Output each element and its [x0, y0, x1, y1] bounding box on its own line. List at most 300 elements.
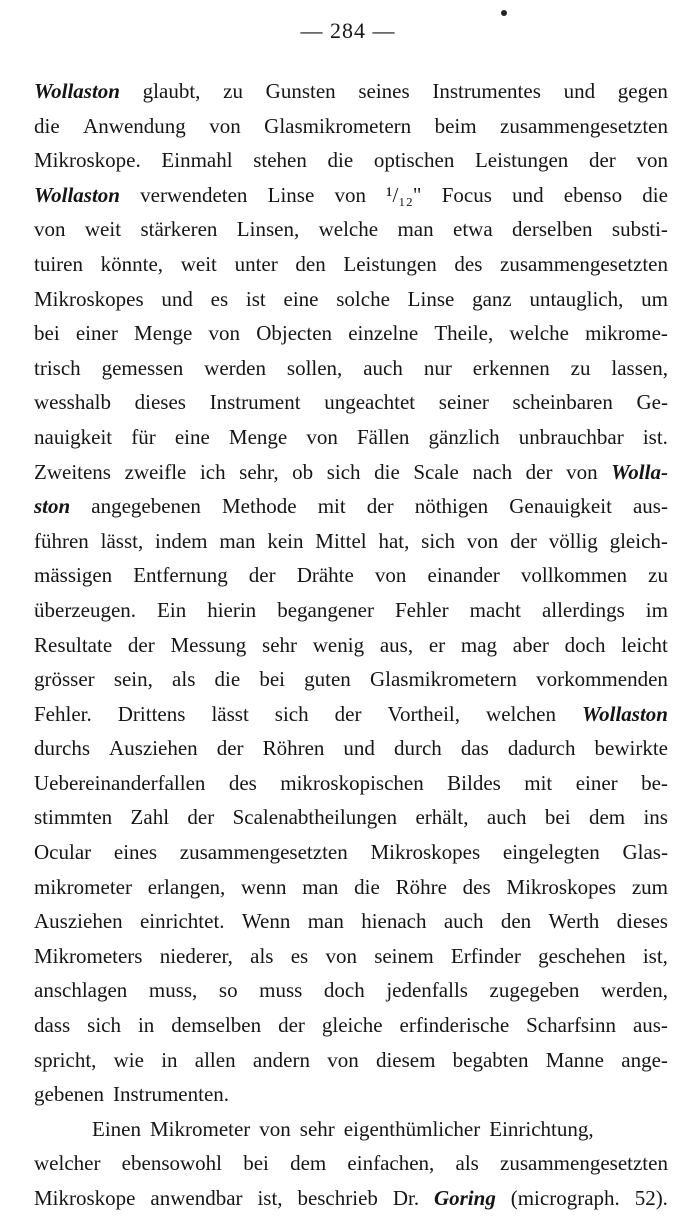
- word: ungeachtet: [324, 390, 416, 415]
- text-line: [34, 1008, 668, 1043]
- word: Uebereinanderfallen: [34, 770, 206, 795]
- word: der: [187, 805, 215, 830]
- text-line: [34, 939, 668, 974]
- word: seiner: [438, 390, 489, 415]
- word: von: [327, 1047, 359, 1072]
- word: in: [137, 1013, 155, 1038]
- word: lässt,: [100, 528, 144, 553]
- word: man: [307, 909, 344, 934]
- word: beim: [434, 113, 477, 138]
- word: man: [397, 217, 434, 242]
- word: völlig: [548, 528, 598, 553]
- word: angegebenen: [91, 494, 201, 519]
- text-line: [34, 1181, 668, 1216]
- word: der: [510, 528, 537, 553]
- word: Glas-: [622, 840, 668, 865]
- text-line: [34, 870, 668, 905]
- word: von: [374, 563, 407, 588]
- word: der: [127, 632, 155, 657]
- word: er: [428, 632, 446, 657]
- text-line: [34, 109, 668, 144]
- word: es: [290, 943, 309, 968]
- word: Zweitens: [34, 459, 111, 484]
- word: lassen,: [611, 355, 668, 380]
- word: mikrome-: [585, 321, 668, 346]
- italic-word: Goring: [433, 1186, 496, 1210]
- word: optischen: [373, 148, 455, 173]
- word: Vortheil,: [387, 701, 461, 726]
- word: stimmten: [34, 805, 113, 830]
- word: in: [161, 1047, 178, 1072]
- word: der: [588, 148, 616, 173]
- word: durchs: [34, 736, 90, 761]
- word: der: [334, 701, 362, 726]
- word: ebenso: [563, 182, 623, 207]
- text-line: [34, 178, 668, 213]
- text-line: [34, 697, 668, 732]
- word: zum: [631, 874, 668, 899]
- word: Entfernung: [133, 563, 228, 588]
- word: aber: [512, 632, 549, 657]
- word: aus-: [632, 494, 668, 519]
- word: guten: [304, 667, 351, 692]
- word: einzelne: [348, 321, 419, 346]
- word: ist,: [642, 943, 668, 968]
- word: 52).: [634, 1186, 668, 1210]
- italic-word: Wollaston: [34, 182, 120, 207]
- word: seines: [358, 79, 410, 103]
- text-line: [34, 835, 668, 870]
- word: des: [462, 874, 491, 899]
- word: erhält,: [415, 805, 469, 830]
- word: als: [250, 943, 274, 968]
- text-line: [34, 593, 668, 628]
- word: für: [131, 424, 156, 449]
- word: doch: [323, 978, 365, 1003]
- word: die: [214, 667, 241, 692]
- word: eine: [283, 286, 319, 311]
- word: einer: [575, 770, 618, 795]
- word: sehr,: [239, 459, 279, 484]
- word: Mikroskopes: [34, 286, 144, 311]
- word: Mikroskope.: [34, 148, 141, 173]
- word: bei: [544, 805, 571, 830]
- word: ob: [292, 459, 314, 484]
- word: überzeugen.: [34, 597, 137, 622]
- word: tuiren: [34, 251, 83, 276]
- word: muss,: [148, 978, 198, 1003]
- word: sein,: [113, 667, 153, 692]
- word: Instrumentes: [432, 79, 541, 103]
- word: als: [172, 667, 196, 692]
- text-line: [34, 628, 668, 663]
- word: Mittel: [315, 528, 367, 553]
- word: als: [455, 1151, 479, 1176]
- word: dieses: [134, 390, 186, 415]
- word: weit: [180, 251, 217, 276]
- word: Drittens: [117, 701, 186, 726]
- word: doch: [564, 632, 606, 657]
- word: man: [302, 874, 339, 899]
- word: allerdings: [541, 597, 625, 622]
- word: einander: [427, 563, 500, 588]
- word: von: [34, 217, 66, 242]
- text-line: [34, 524, 668, 559]
- word: indem: [155, 528, 208, 553]
- word: anschlagen: [34, 978, 128, 1003]
- word: bei: [259, 667, 285, 692]
- word: Glasmikrometern: [369, 667, 517, 692]
- italic-word: Wolla-: [611, 459, 668, 484]
- word: welche: [318, 217, 379, 242]
- word: leicht: [621, 632, 668, 657]
- word: werden: [204, 355, 266, 380]
- word: jedenfalls: [386, 978, 468, 1003]
- word: um: [641, 286, 668, 311]
- word: begabten: [452, 1047, 529, 1072]
- word: führen: [34, 528, 89, 553]
- word: bei: [34, 321, 60, 346]
- word: unbrauchbar: [518, 424, 624, 449]
- text-line: [34, 1043, 668, 1078]
- word: dadurch: [507, 736, 576, 761]
- word: so: [218, 978, 238, 1003]
- word: kein: [267, 528, 304, 553]
- word: wenig: [312, 632, 365, 657]
- word: stärkeren: [140, 217, 218, 242]
- word: dass: [34, 1013, 71, 1038]
- word: Linse: [267, 182, 315, 207]
- word: Fällen: [356, 424, 410, 449]
- word: ins: [643, 805, 668, 830]
- word: dieses: [616, 909, 668, 934]
- word: mit: [524, 770, 553, 795]
- word: der: [248, 563, 276, 588]
- text-line: [34, 800, 668, 835]
- word: allen: [194, 1047, 236, 1072]
- word: bei: [243, 1151, 269, 1176]
- word: Einmahl: [161, 148, 233, 173]
- word: demselben: [171, 1013, 262, 1038]
- word: von: [208, 321, 241, 346]
- word: ¹/₁₂": [386, 182, 422, 207]
- word: Scale: [413, 459, 459, 484]
- word: ist.: [642, 424, 668, 449]
- word: des: [454, 251, 483, 276]
- text-line: [34, 455, 668, 490]
- word: den: [295, 251, 326, 276]
- word: Erfinder: [450, 943, 521, 968]
- word: Genauigkeit: [509, 494, 612, 519]
- word: vollkommen: [520, 563, 628, 588]
- word: nur: [423, 355, 452, 380]
- word: dem: [290, 1151, 327, 1176]
- word: muss: [259, 978, 303, 1003]
- word: aus-: [632, 1013, 668, 1038]
- word: sich: [274, 701, 309, 726]
- word: derselben: [512, 217, 593, 242]
- word: beschrieb: [297, 1186, 378, 1210]
- word: Leistungen: [343, 251, 437, 276]
- word: Ausziehen: [109, 736, 198, 761]
- word: ange-: [621, 1047, 668, 1072]
- word: bewirkte: [594, 736, 668, 761]
- word: von: [259, 1116, 291, 1141]
- word: erkennen: [472, 355, 550, 380]
- word: die: [374, 459, 400, 484]
- word: geschehen: [538, 943, 626, 968]
- word: ich: [199, 459, 226, 484]
- word: spricht,: [34, 1047, 97, 1072]
- word: Werth: [548, 909, 600, 934]
- word: einrichtet.: [139, 909, 225, 934]
- word: gebenen: [34, 1082, 104, 1107]
- word: Glasmikrometern: [264, 113, 412, 138]
- text-line: [34, 74, 668, 109]
- word: Ausziehen: [34, 909, 123, 934]
- word: von: [636, 148, 668, 173]
- text-line: [34, 1112, 668, 1147]
- word: ganz: [472, 286, 512, 311]
- ink-speck: [501, 10, 507, 16]
- word: andern: [252, 1047, 310, 1072]
- word: Ocular: [34, 840, 92, 865]
- word: ebensowohl: [121, 1151, 222, 1176]
- word: Bildes: [447, 770, 501, 795]
- word: begangener: [277, 597, 374, 622]
- body-text: [34, 74, 668, 1216]
- word: des: [228, 770, 257, 795]
- word: welcher: [34, 1151, 101, 1176]
- word: nach: [472, 459, 513, 484]
- word: man: [219, 528, 256, 553]
- word: den: [500, 909, 532, 934]
- word: zugegeben: [489, 978, 580, 1003]
- word: gleich-: [609, 528, 668, 553]
- word: Zahl: [130, 805, 170, 830]
- word: trisch: [34, 355, 81, 380]
- word: mit: [317, 494, 346, 519]
- word: mikrometer: [34, 874, 132, 899]
- word: zusammengesetzten: [179, 840, 348, 865]
- word: weit: [84, 217, 122, 242]
- word: sich: [87, 1013, 121, 1038]
- word: einer: [75, 321, 118, 346]
- word: mässigen: [34, 563, 113, 588]
- word: Mikroskopes: [370, 840, 481, 865]
- text-line: [34, 662, 668, 697]
- word: von: [466, 528, 499, 553]
- word: Röhren: [262, 736, 325, 761]
- word: niederer,: [159, 943, 233, 968]
- word: nauigkeit: [34, 424, 113, 449]
- word: von: [306, 424, 338, 449]
- text-line: [34, 143, 668, 178]
- word: welche: [509, 321, 569, 346]
- word: eines: [113, 840, 158, 865]
- word: auch: [443, 909, 484, 934]
- word: diesem: [375, 1047, 436, 1072]
- word: Ein: [157, 597, 187, 622]
- word: Ge-: [636, 390, 668, 415]
- text-line: [34, 316, 668, 351]
- word: und: [512, 182, 544, 207]
- word: ist,: [257, 1186, 283, 1210]
- word: von: [325, 943, 357, 968]
- word: mikroskopischen: [280, 770, 424, 795]
- word: scheinbaren: [512, 390, 613, 415]
- word: glaubt,: [142, 79, 201, 103]
- word: Objecten: [256, 321, 333, 346]
- word: Scharfsinn: [526, 1013, 616, 1038]
- word: auch: [363, 355, 403, 380]
- word: Anwendung: [83, 113, 186, 138]
- word: wenn: [241, 874, 287, 899]
- word: unter: [234, 251, 278, 276]
- word: etwa: [453, 217, 493, 242]
- text-line: [34, 247, 668, 282]
- word: mag: [460, 632, 498, 657]
- word: sollen,: [286, 355, 343, 380]
- word: Einrichtung,: [489, 1116, 594, 1141]
- word: Drähte: [296, 563, 354, 588]
- text-line: [34, 1077, 668, 1112]
- italic-word: ston: [34, 494, 71, 519]
- italic-word: Wollaston: [582, 701, 668, 726]
- word: gänzlich: [428, 424, 500, 449]
- word: eingelegten: [502, 840, 600, 865]
- text-line: [34, 385, 668, 420]
- word: Röhre: [395, 874, 447, 899]
- word: Mikrometer: [149, 1116, 251, 1141]
- word: anwendbar: [150, 1186, 243, 1210]
- word: zusammengesetzten: [500, 113, 668, 138]
- word: die: [354, 874, 380, 899]
- word: Theile,: [434, 321, 494, 346]
- word: hierin: [207, 597, 257, 622]
- word: zu: [223, 79, 243, 103]
- word: dem: [588, 805, 626, 830]
- word: erfinderische: [399, 1013, 510, 1038]
- word: gegen: [617, 79, 668, 103]
- word: zusammengesetzten: [500, 251, 668, 276]
- word: wesshalb: [34, 390, 111, 415]
- word: von: [334, 182, 366, 207]
- word: eine: [174, 424, 210, 449]
- word: eigenthümlicher: [343, 1116, 481, 1141]
- word: im: [645, 597, 668, 622]
- word: zweifle: [124, 459, 187, 484]
- word: Instrumenten.: [112, 1082, 230, 1107]
- word: wie: [113, 1047, 144, 1072]
- word: Resultate: [34, 632, 113, 657]
- word: Mikroskopes: [506, 874, 617, 899]
- word: es: [210, 286, 229, 311]
- word: stehen: [253, 148, 307, 173]
- text-line: [34, 282, 668, 317]
- text-line: [34, 973, 668, 1008]
- word: sich: [421, 528, 455, 553]
- word: grösser: [34, 667, 95, 692]
- word: die: [34, 113, 60, 138]
- word: aus,: [379, 632, 414, 657]
- word: Manne: [545, 1047, 605, 1072]
- word: seinem: [374, 943, 434, 968]
- word: gemessen: [101, 355, 184, 380]
- text-line: [34, 489, 668, 524]
- word: (micrograph.: [510, 1186, 620, 1210]
- word: Messung: [170, 632, 247, 657]
- word: Fehler.: [34, 701, 92, 726]
- word: und: [161, 286, 193, 311]
- word: durch: [393, 736, 442, 761]
- page-number: — 284 —: [300, 18, 396, 43]
- word: Linsen,: [236, 217, 300, 242]
- word: könnte,: [100, 251, 164, 276]
- word: sehr: [299, 1116, 335, 1141]
- text-line: [34, 420, 668, 455]
- word: von: [566, 459, 598, 484]
- word: hienach: [361, 909, 427, 934]
- word: ist: [245, 286, 266, 311]
- word: sich: [326, 459, 361, 484]
- word: hat,: [378, 528, 410, 553]
- word: Gunsten: [265, 79, 336, 103]
- word: erlangen,: [147, 874, 226, 899]
- word: zusammengesetzten: [500, 1151, 668, 1176]
- word: zu: [648, 563, 668, 588]
- word: be-: [641, 770, 668, 795]
- word: Scalenabtheilungen: [232, 805, 398, 830]
- word: Leistungen: [474, 148, 569, 173]
- word: substi-: [611, 217, 668, 242]
- text-line: [34, 904, 668, 939]
- word: sehr: [262, 632, 298, 657]
- word: Menge: [134, 321, 193, 346]
- word: Linse: [407, 286, 455, 311]
- word: einfachen,: [347, 1151, 435, 1176]
- word: der: [278, 1013, 305, 1038]
- text-line: [34, 766, 668, 801]
- word: Mikrometers: [34, 943, 143, 968]
- word: die: [642, 182, 668, 207]
- word: macht: [469, 597, 521, 622]
- word: Fehler: [394, 597, 449, 622]
- italic-word: Wollaston: [34, 79, 120, 103]
- word: lässt: [211, 701, 249, 726]
- text-line: [34, 351, 668, 386]
- word: welchen: [486, 701, 556, 726]
- word: auch: [486, 805, 527, 830]
- word: Focus: [441, 182, 492, 207]
- text-line: [34, 1146, 668, 1181]
- word: von: [209, 113, 241, 138]
- word: Dr.: [392, 1186, 420, 1210]
- text-line: [34, 558, 668, 593]
- text-line: [34, 731, 668, 766]
- word: die: [327, 148, 354, 173]
- word: Menge: [228, 424, 288, 449]
- word: Instrument: [209, 390, 301, 415]
- word: der: [216, 736, 244, 761]
- word: nöthigen: [414, 494, 489, 519]
- word: und: [563, 79, 596, 103]
- word: Methode: [221, 494, 297, 519]
- word: der: [366, 494, 394, 519]
- word: werden,: [600, 978, 668, 1003]
- text-line: [34, 212, 668, 247]
- word: Einen: [92, 1116, 141, 1141]
